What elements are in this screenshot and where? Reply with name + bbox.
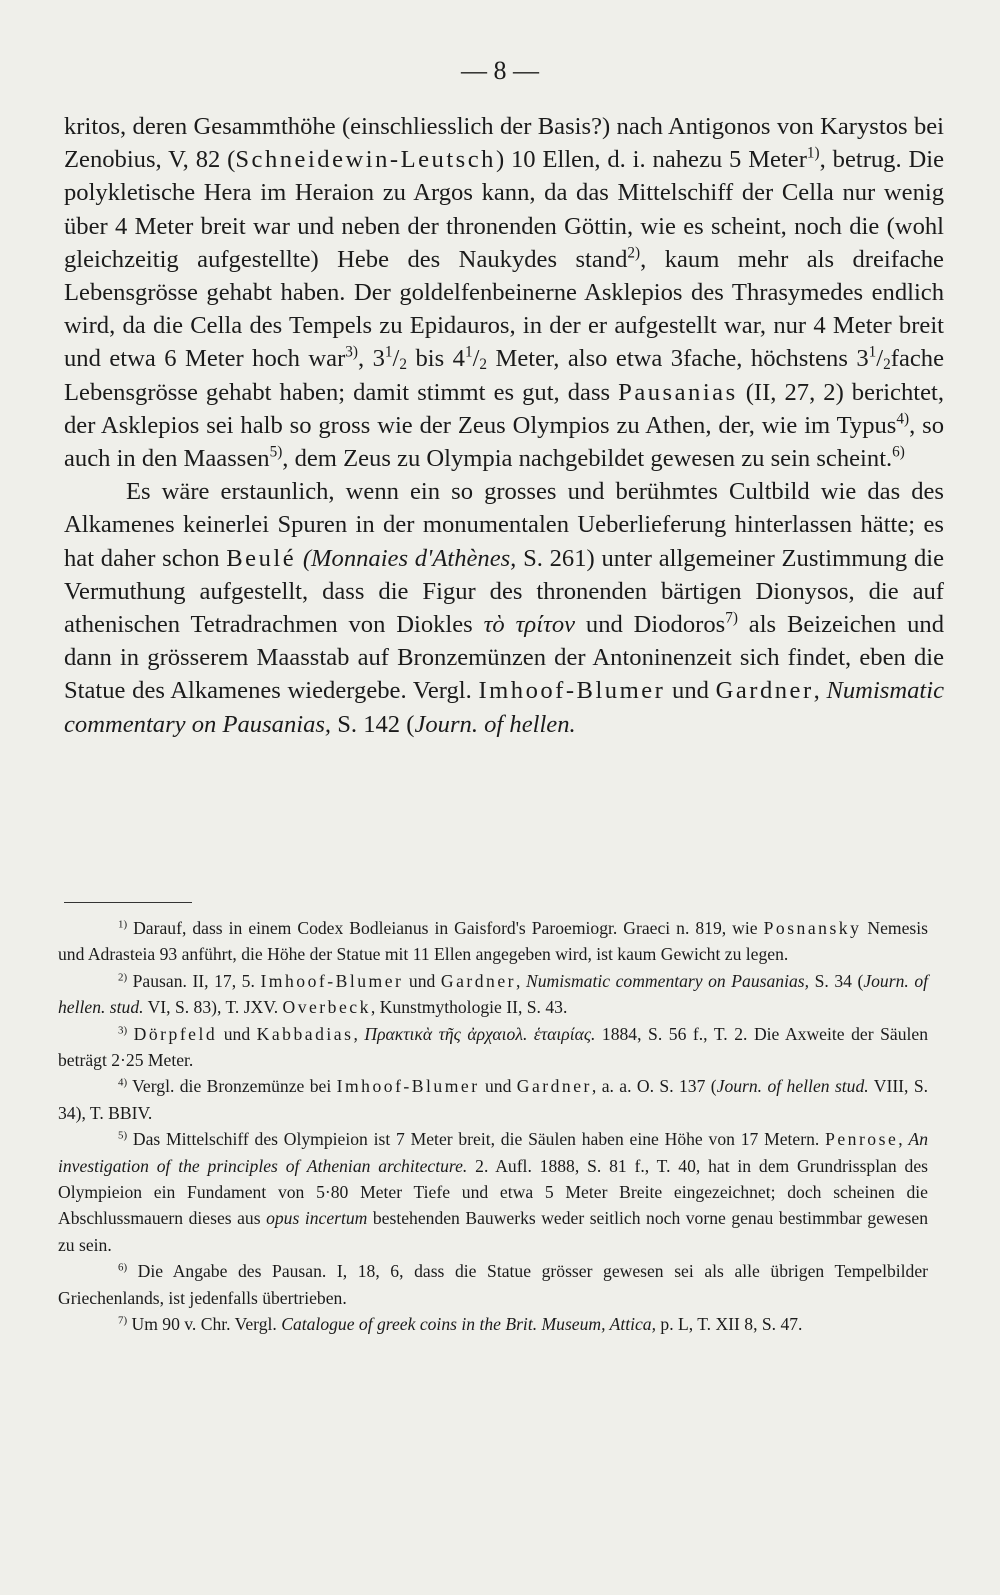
- text-run: S. 34 (: [809, 970, 864, 991]
- footnote: [58, 968, 928, 1021]
- text-run: Um 90 v. Chr. Vergl.: [127, 1314, 282, 1335]
- text-run: 2: [479, 356, 488, 374]
- text-run: , a. a. O. S. 137 (: [591, 1076, 717, 1097]
- footnote-marker: 7): [118, 1314, 128, 1327]
- text-run: [296, 545, 303, 572]
- text-run: bestehenden Bauwerks weder seitlich noch vorne genau bestimmbar gewesen zu sein.: [58, 1208, 928, 1255]
- text-run: bis 4: [407, 345, 465, 373]
- text-run: Die Angabe des Pausan. I, 18, 6, dass die Statue grösser gewesen sei als alle übrigen Tempelbilder Griechenlands, ist jedenfalls übertrieben.: [58, 1261, 928, 1308]
- italic-text: Πρακτικὰ τῆς ἀρχαιολ. ἑταιρίας.: [364, 1023, 596, 1044]
- italic-text: Journ. of hellen.: [414, 710, 576, 738]
- spaced-name: Gardner: [715, 677, 814, 705]
- text-run: Meter, also etwa 3fache, höchstens 3: [487, 345, 869, 373]
- spaced-name: Imhoof-Blumer: [260, 970, 404, 991]
- paragraph: [64, 110, 944, 475]
- page-number: — 8 —: [461, 56, 539, 85]
- text-run: Pausan. II, 17, 5.: [127, 970, 261, 991]
- footnote-marker: 4): [118, 1076, 128, 1089]
- text-run: ,: [516, 970, 526, 991]
- text-run: /: [392, 345, 400, 373]
- text-run: , Kunstmythologie II, S. 43.: [370, 997, 568, 1018]
- footnote-marker: 1): [118, 918, 128, 931]
- italic-text: An investigation of the principles of Athenian architecture.: [58, 1129, 928, 1176]
- text-run: , kaum mehr als dreifache Lebensgrösse gehabt haben. Der goldelfenbeinerne Asklepios des Thrasymedes endlich wird, da die Cella des Tempels zu Epidauros, in der er aufgestellt war, nur 4 Meter breit und etwa 6 Meter hoch war: [64, 245, 944, 373]
- spaced-name: Imhoof-Blumer: [336, 1076, 480, 1097]
- footnote-marker: 1): [806, 144, 820, 162]
- footnote: [58, 1021, 928, 1074]
- text-run: Nemesis und Adrasteia 93 anführt, die Höhe der Statue mit 11 Ellen angegeben wird, ist kaum Gewicht zu legen.: [58, 918, 928, 965]
- text-run: , betrug. Die polykletische Hera im Heraion zu Argos kann, da das Mittelschiff der Cella nur wenig über 4 Meter breit war und neben der thronenden Göttin, wie es scheint, noch die (wohl gleichzeitig aufgestellte) Hebe des Naukydes stand: [64, 146, 945, 273]
- footnote-marker: 3): [345, 343, 359, 361]
- text-run: Vergl. die Bronzemünze bei: [127, 1076, 337, 1097]
- footnote-marker: 6): [118, 1261, 128, 1274]
- text-run: und: [217, 1023, 257, 1044]
- text-run: 2: [399, 356, 408, 374]
- italic-text: Numismatic commentary on Pausanias,: [526, 970, 810, 991]
- text-run: und Diodoros: [575, 611, 726, 639]
- italic-text: τὸ τρίτον: [483, 611, 576, 639]
- spaced-name: Kabbadias: [256, 1023, 354, 1044]
- spaced-name: Overbeck: [282, 997, 371, 1018]
- text-run: als Beizeichen und dann in grösserem Maasstab auf Bronzemünzen der Antoninenzeit sich findet, eben die Statue des Alkamenes wiedergebe. Vergl.: [64, 611, 944, 705]
- text-run: /: [472, 345, 480, 373]
- text-run: , so auch in den Maassen: [64, 411, 944, 473]
- spaced-name: Posnansky: [763, 918, 862, 938]
- footnote-separator: [64, 902, 192, 903]
- italic-text: Journ. of hellen. stud.: [58, 970, 929, 1018]
- text-run: , dem Zeus zu Olympia nachgebildet gewesen zu sein scheint.: [282, 445, 893, 473]
- text-run: S. 142 (: [331, 710, 415, 738]
- footnote-marker: 6): [892, 443, 905, 461]
- footnote-marker: 2): [627, 244, 641, 262]
- spaced-name: Gardner: [516, 1076, 592, 1097]
- spaced-name: Gardner: [440, 970, 517, 991]
- spaced-name: Beulé: [226, 544, 297, 572]
- text-run: 1884, S. 56 f., T. 2. Die Axweite der Säulen beträgt 2·25 Meter.: [58, 1023, 928, 1071]
- text-run: 2: [883, 356, 891, 374]
- text-run: (II, 27, 2) berichtet, der Asklepios sei halb so gross wie der Zeus Olympios zu Athen, der, wie im Typus: [64, 378, 944, 439]
- spaced-name: Penrose: [825, 1129, 899, 1150]
- text-run: Darauf, dass in einem Codex Bodleianus in Gaisford's Paroemiogr. Graeci n. 819, wie: [127, 918, 764, 938]
- spaced-name: Schneidewin-Leutsch: [235, 146, 496, 174]
- spaced-name: Imhoof-Blumer: [478, 677, 666, 705]
- footnote-marker: 4): [896, 410, 910, 428]
- footnote-marker: 3): [118, 1023, 128, 1036]
- text-run: und: [665, 677, 716, 705]
- footnote: [58, 1311, 928, 1337]
- footnote: [58, 1073, 928, 1126]
- text-run: VI, S. 83), T. JXV.: [143, 997, 283, 1018]
- main-text: [64, 110, 944, 741]
- spaced-name: Dörpfeld: [133, 1023, 218, 1044]
- italic-text: (Monnaies d'Athènes,: [302, 544, 517, 572]
- spaced-name: Pausanias: [618, 378, 738, 406]
- footnote-marker: 5): [118, 1129, 128, 1142]
- text-run: ,: [813, 677, 827, 705]
- text-run: Das Mittelschiff des Olympieion ist 7 Meter breit, die Säulen haben eine Höhe von 17 Metern.: [127, 1129, 826, 1150]
- italic-text: opus incertum: [266, 1208, 368, 1229]
- text-run: 2. Aufl. 1888, S. 81 f., T. 40, hat in dem Grundrissplan des Olympieion ein Fundament von 5·80 Meter Tiefe und etwa 5 Meter Breite eingezeichnet; doch scheinen die Abschlussmauern dieses aus: [58, 1155, 928, 1229]
- footnote: [58, 915, 928, 968]
- text-run: ,: [353, 1023, 365, 1044]
- footnote: [58, 1126, 928, 1258]
- footnote-marker: 5): [269, 443, 283, 461]
- footnotes: [58, 915, 928, 1338]
- text-run: Es wäre erstaunlich, wenn ein so grosses und berühmtes Cultbild wie das des Alkamenes keinerlei Spuren in der monumentalen Ueberlieferung hinterlassen hätte; es hat daher schon: [64, 478, 944, 572]
- text-run: p. L, T. XII 8, S. 47.: [656, 1314, 803, 1335]
- paragraph: [64, 475, 944, 741]
- text-run: , 3: [358, 345, 385, 373]
- footnote-marker: 1: [464, 343, 473, 361]
- text-run: ,: [898, 1129, 909, 1150]
- footnote-marker: 7): [725, 609, 738, 627]
- text-run: fache Lebensgrösse gehabt haben; damit stimmt es gut, dass: [64, 345, 945, 406]
- italic-text: Numismatic commentary on Pausanias,: [64, 677, 944, 738]
- italic-text: Catalogue of greek coins in the Brit. Museum, Attica,: [281, 1314, 657, 1335]
- footnote: [58, 1258, 928, 1311]
- text-run: ) 10 Ellen, d. i. nahezu 5 Meter: [495, 146, 807, 174]
- italic-text: Journ. of hellen stud.: [716, 1076, 869, 1097]
- text-run: /: [876, 345, 884, 373]
- text-run: und: [479, 1076, 517, 1097]
- footnote-marker: 1: [868, 343, 877, 361]
- footnote-marker: 1: [384, 343, 393, 361]
- footnote-marker: 2): [118, 971, 128, 984]
- text-run: kritos, deren Gesammthöhe (einschliesslich der Basis?) nach Antigonos von Karystos bei Zenobius, V, 82 (: [64, 113, 944, 174]
- text-run: und: [403, 970, 441, 991]
- text-run: S. 261) unter allgemeiner Zustimmung die Vermuthung aufgestellt, dass die Figur des thronenden bärtigen Dionysos, die auf athenischen Tetradrachmen von Diokles: [64, 544, 945, 639]
- text-run: VIII, S. 34), T. BBIV.: [58, 1076, 929, 1123]
